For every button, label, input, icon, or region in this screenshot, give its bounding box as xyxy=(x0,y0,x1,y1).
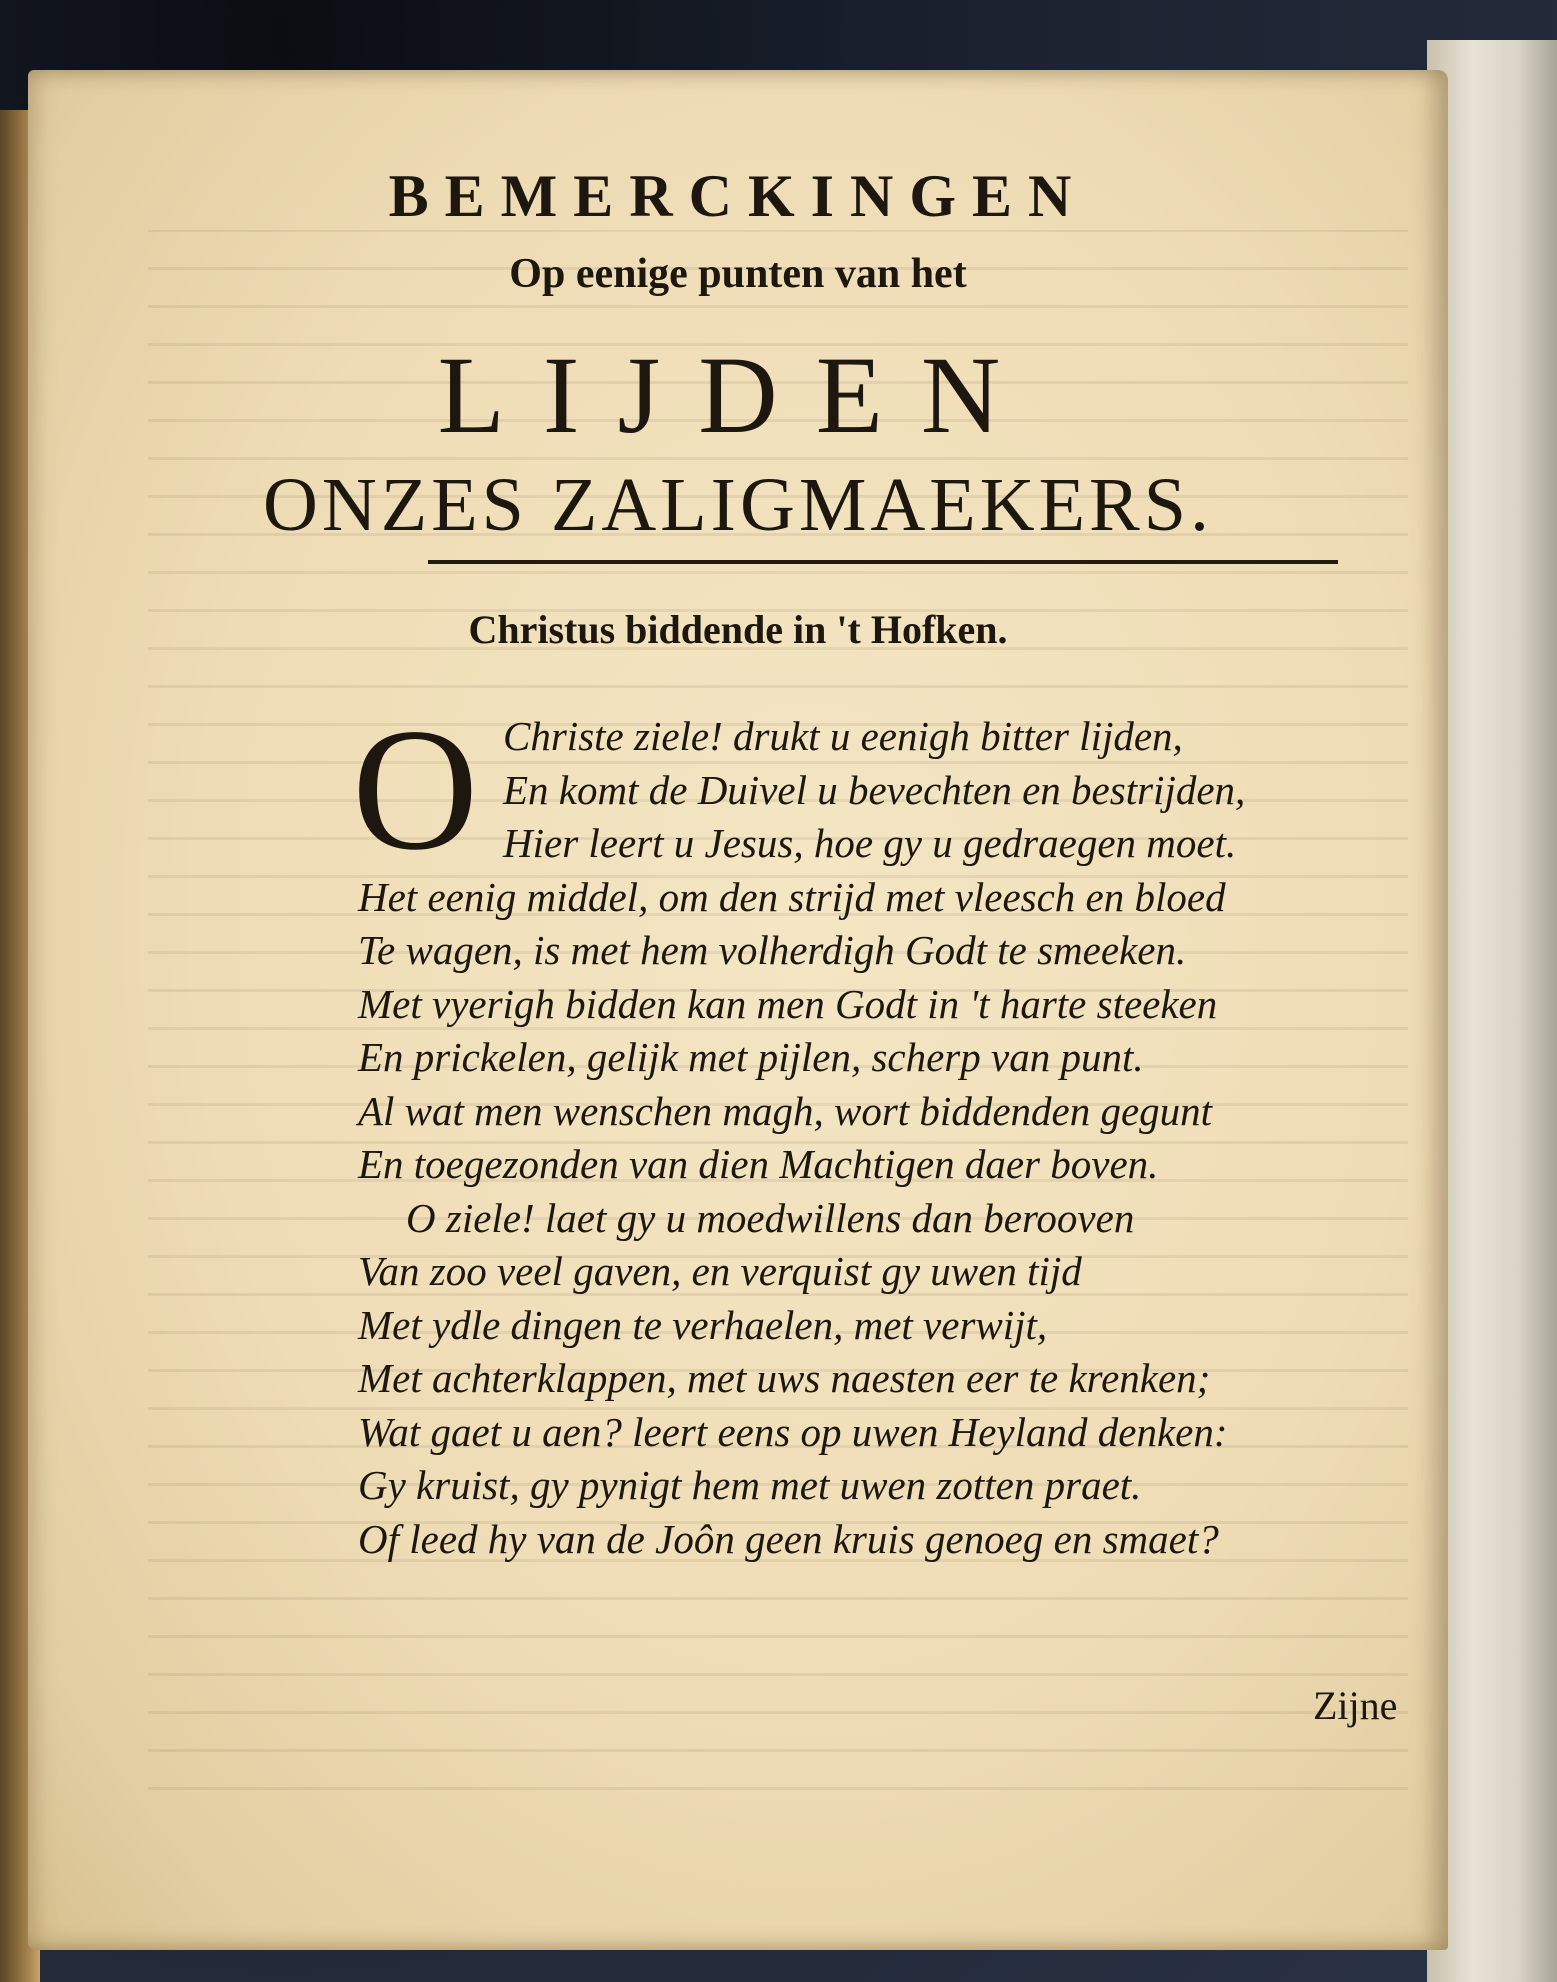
poem-line: O ziele! laet gy u moedwillens dan berooven xyxy=(406,1194,1135,1241)
poem-line: Het eenig middel, om den strijd met vleesch en bloed xyxy=(358,873,1226,920)
poem-line: En komt de Duivel u bevechten en bestrijden, xyxy=(503,766,1246,813)
poem xyxy=(352,692,1408,1566)
title-subtitle: Op eenige punten van het xyxy=(509,251,967,297)
poem-line: Hier leert u Jesus, hoe gy u gedraegen moet. xyxy=(503,820,1237,866)
title-divider xyxy=(428,560,1338,564)
poem-line: Gy kruist, gy pynigt hem met uwen zotten praet. xyxy=(358,1462,1142,1508)
section-title: Christus biddende in 't Hofken. xyxy=(468,607,1008,652)
page-content xyxy=(28,70,1448,1950)
title-bemerckingen: BEMERCKINGEN xyxy=(388,163,1088,229)
poem-line: Christe ziele! drukt u eenigh bitter lijden, xyxy=(503,713,1183,759)
poem-line: Met vyerigh bidden kan men Godt in 't harte steeken xyxy=(358,980,1218,1027)
poem-line: En toegezonden van dien Machtigen daer boven. xyxy=(358,1141,1159,1187)
drop-cap: O xyxy=(352,692,479,886)
poem-line: Met achterklappen, met uws naesten eer te krenken; xyxy=(358,1355,1211,1401)
catchword: Zijne xyxy=(1313,1683,1398,1728)
poem-line: Wat gaet u aen? leert eens op uwen Heyland denken: xyxy=(358,1408,1228,1455)
poem-line: En prickelen, gelijk met pijlen, scherp van punt. xyxy=(358,1034,1144,1080)
poem-line: Al wat men wenschen magh, wort biddenden gegunt xyxy=(358,1087,1213,1134)
poem-line: Van zoo veel gaven, en verquist gy uwen tijd xyxy=(358,1248,1082,1294)
poem-line: Of leed hy van de Joôn geen kruis genoeg en smaet? xyxy=(358,1515,1219,1562)
book-page xyxy=(28,70,1448,1950)
title-lijden: LIJDEN xyxy=(437,334,1039,456)
title-onzes-zaligmaekers: ONZES ZALIGMAEKERS. xyxy=(263,463,1213,547)
poem-line: Met ydle dingen te verhaelen, met verwijt, xyxy=(358,1301,1048,1348)
poem-line: Te wagen, is met hem volherdigh Godt te smeeken. xyxy=(358,927,1187,973)
